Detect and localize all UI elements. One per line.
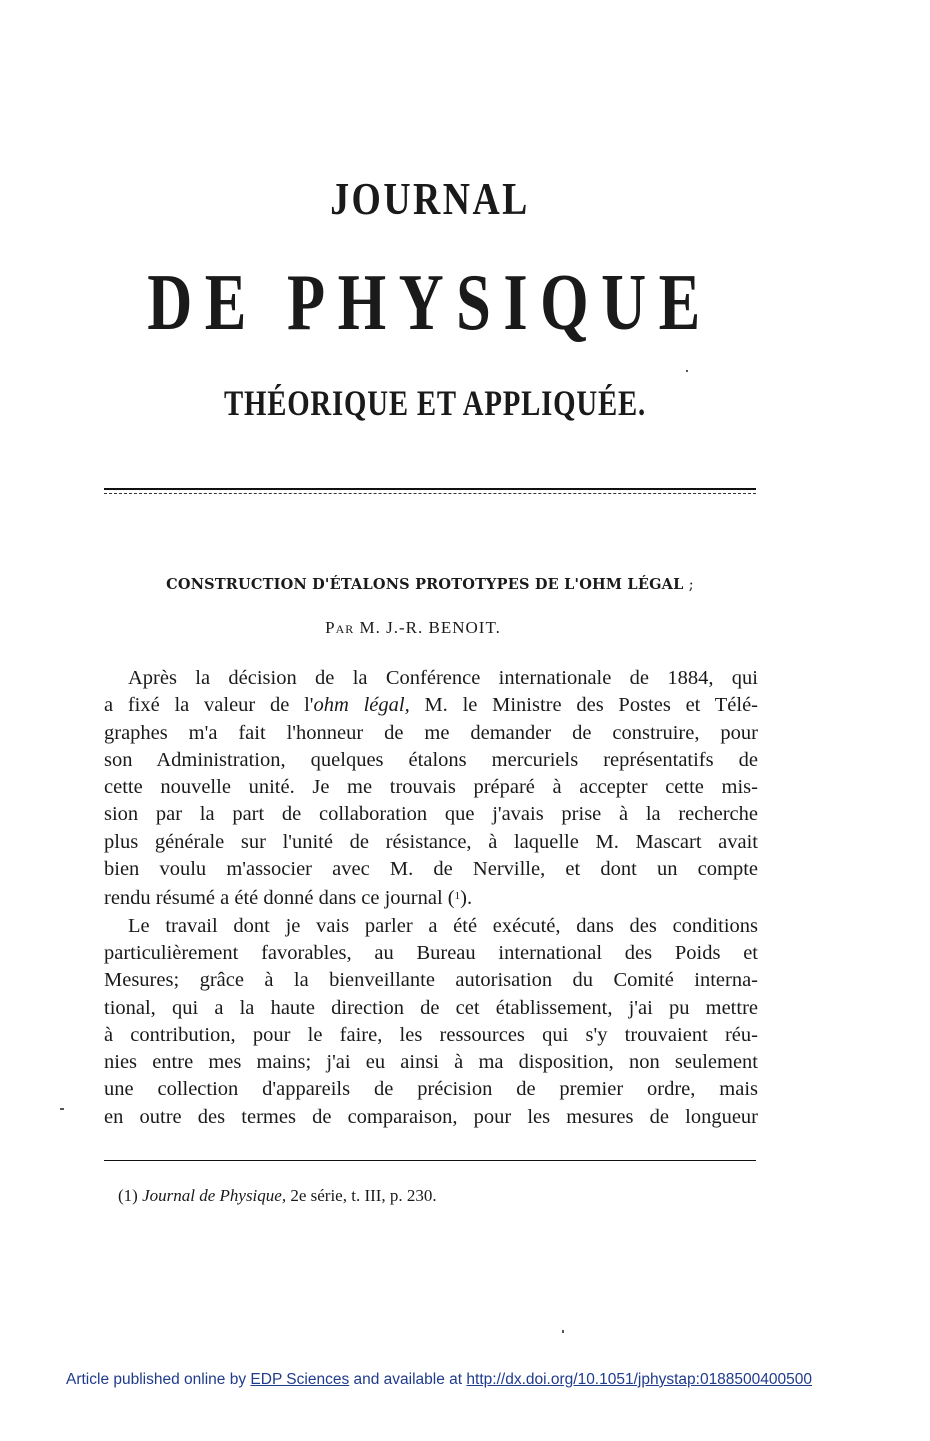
text-line: bien voulu m'associer avec M. de Nerville, et dont un compte (104, 858, 758, 881)
byline-prefix: Par (325, 618, 355, 637)
text-line: Mesures; grâce à la bienveillante autorisation du Comité interna- (104, 969, 758, 992)
text-line: cette nouvelle unité. Je me trouvais préparé à accepter cette mis- (104, 776, 758, 799)
text-line: son Administration, quelques étalons mercuriels représentatifs de (104, 748, 758, 771)
doi-link[interactable]: http://dx.doi.org/10.1051/jphystap:0188500400500 (466, 1371, 813, 1388)
journal-masthead-title: DE PHYSIQUE (147, 259, 713, 347)
footnote (118, 1186, 437, 1206)
edp-sciences-link[interactable]: EDP Sciences (250, 1371, 350, 1388)
text-line: Après la décision de la Conférence internationale de 1884, qui (128, 667, 758, 689)
text-line: à contribution, pour le faire, les ressources qui s'y trouvaient réu- (104, 1023, 758, 1046)
publication-footer (66, 1371, 812, 1389)
footnote-marker: (1) (118, 1186, 138, 1205)
paragraph (104, 665, 758, 913)
footnote-rule (104, 1160, 756, 1161)
footer-middle: and available at (353, 1371, 463, 1388)
text-line: tional, qui a la haute direction de cet établissement, j'ai pu mettre (104, 996, 758, 1019)
text-line: une collection d'appareils de précision de premier ordre, mais (104, 1078, 758, 1101)
footnote-source: Journal de Physique, (142, 1186, 287, 1205)
text-line: rendu résumé a été donné dans ce journal ($^1$). (104, 887, 473, 910)
article-title: CONSTRUCTION D'ÉTALONS PROTOTYPES DE L'OHM LÉGAL ; (166, 576, 694, 593)
text-line: nies entre mes mains; j'ai eu ainsi à ma disposition, non seulement (104, 1051, 758, 1074)
print-speck (60, 1108, 64, 1110)
text-line: plus générale sur l'unité de résistance, à laquelle M. Mascart avait (104, 830, 758, 853)
byline-author: M. J.-R. BENOIT. (359, 618, 501, 637)
ohm-legal-term: ohm légal, (313, 694, 410, 717)
text-line: particulièrement favorables, au Bureau international des Poids et (104, 941, 758, 964)
print-speck (562, 1330, 564, 1333)
article-byline (0, 618, 826, 638)
article-body (104, 665, 758, 1131)
text-line: a fixé la valeur de l'ohm légal, M. le Ministre des Postes et Télé- (104, 694, 759, 717)
text-line: sion par la part de collaboration que j'avais prise à la recherche (104, 803, 758, 826)
print-speck (686, 370, 688, 372)
footnote-ref: 1 (454, 890, 461, 903)
paragraph (104, 913, 758, 1131)
text-line: graphes m'a fait l'honneur de me demander de construire, pour (104, 721, 758, 744)
journal-masthead-line1: JOURNAL (330, 173, 530, 224)
footer-prefix: Article published online by (66, 1371, 247, 1388)
footnote-details: 2e série, t. III, p. 230. (290, 1186, 437, 1205)
text-line: en outre des termes de comparaison, pour les mesures de longueur (104, 1105, 758, 1128)
text-line: Le travail dont je vais parler a été exécuté, dans des conditions (128, 914, 758, 937)
journal-masthead-subtitle: THÉORIQUE ET APPLIQUÉE. (224, 383, 646, 423)
